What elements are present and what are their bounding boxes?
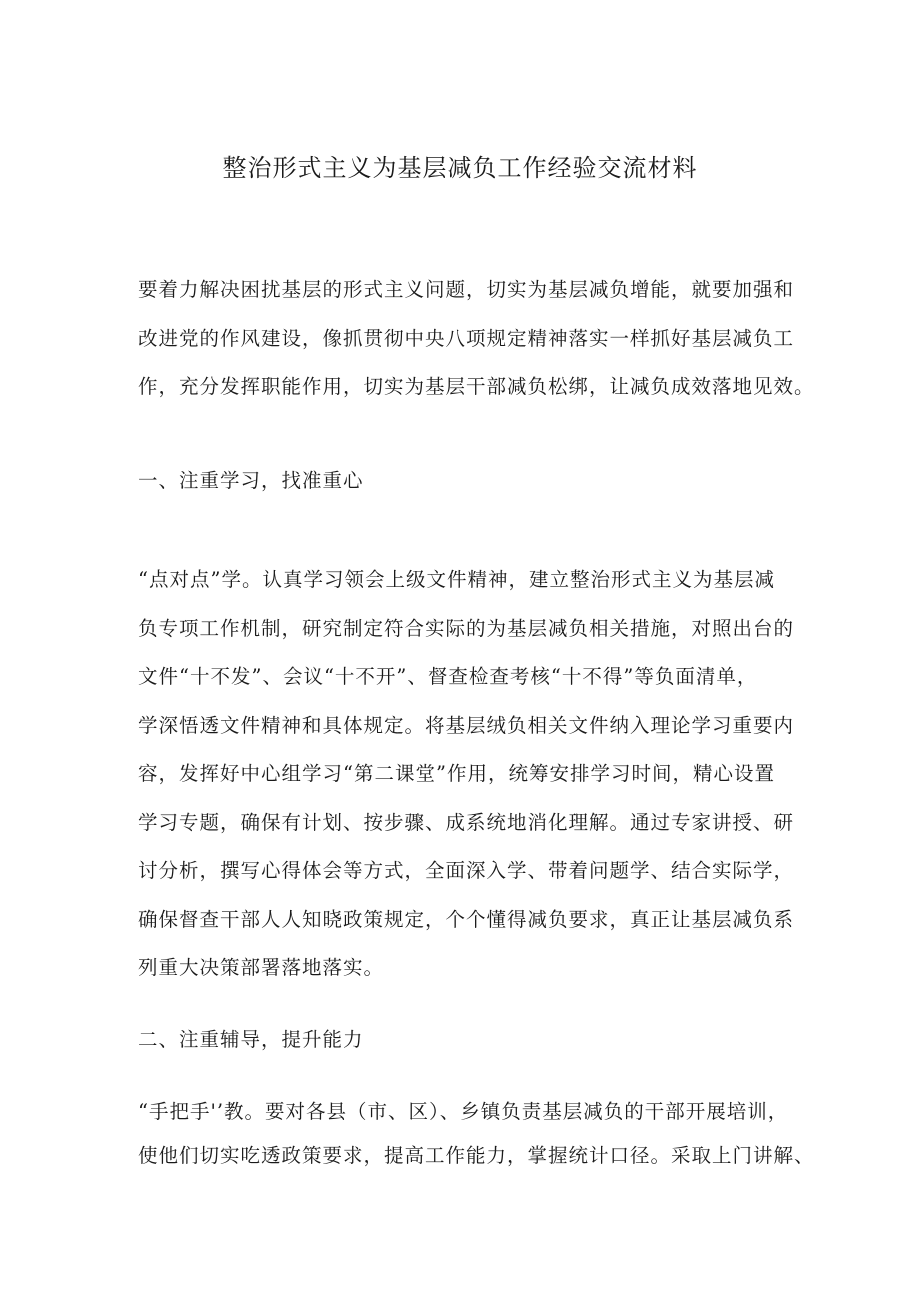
section-1-line: 文件“十不发”、会议“十不开”、督查检查考核“十不得”等负面清单， bbox=[138, 665, 758, 688]
section-1-line: 讨分析，撰写心得体会等方式，全面深入学、带着问题学、结合实际学， bbox=[138, 859, 795, 882]
section-1-paragraph bbox=[138, 556, 795, 993]
section-2-line: 使他们切实吃透政策要求，提高工作能力，掌握统计口径。采取上门讲解、 bbox=[138, 1144, 815, 1167]
section-2-paragraph bbox=[138, 1090, 815, 1178]
section-1-line: 列重大决策部署落地落实。 bbox=[138, 956, 385, 979]
section-1-line: 学深悟透文件精神和具体规定。将基层绒负相关文件纳入理论学习重要内 bbox=[138, 713, 795, 737]
section-1-line: “点对点”学。认真学习领会上级文件精神，建立整治形式主义为基层减 bbox=[138, 568, 775, 591]
intro-line: 作，充分发挥职能作用，切实为基层干部减负松绑，让减负成效落地见效。 bbox=[138, 375, 815, 398]
intro-line: 改进党的作风建设，像抓贯彻中央八项规定精神落实一样抓好基层减负工 bbox=[138, 326, 795, 350]
section-2-line: “手把手'’教。要对各县（市、区）、乡镇负责基层减负的干部开展培训， bbox=[138, 1100, 789, 1123]
section-2-heading: 二、注重辅导，提升能力 bbox=[138, 1028, 364, 1051]
section-1-line: 学习专题，确保有计划、按步骤、成系统地消化理解。通过专家讲授、研 bbox=[138, 810, 795, 834]
document-title: 整治形式主义为基层减负工作经验交流材料 bbox=[222, 154, 698, 182]
section-1-heading: 一、注重学习，找准重心 bbox=[138, 469, 364, 492]
section-1-line: 确保督查干部人人知晓政策规定，个个懂得减负要求，真正让基层减负系 bbox=[138, 907, 795, 931]
intro-line: 要着力解决困扰基层的形式主义问题，切实为基层减负增能，就要加强和 bbox=[138, 278, 795, 301]
section-1-line: 容，发挥好中心组学习“第二课堂”作用，统筹安排学习时间，精心设置 bbox=[138, 762, 775, 785]
section-1-line: 负专项工作机制，研究制定符合实际的为基层减负相关措施，对照出台的 bbox=[138, 616, 795, 640]
intro-paragraph bbox=[138, 266, 815, 412]
